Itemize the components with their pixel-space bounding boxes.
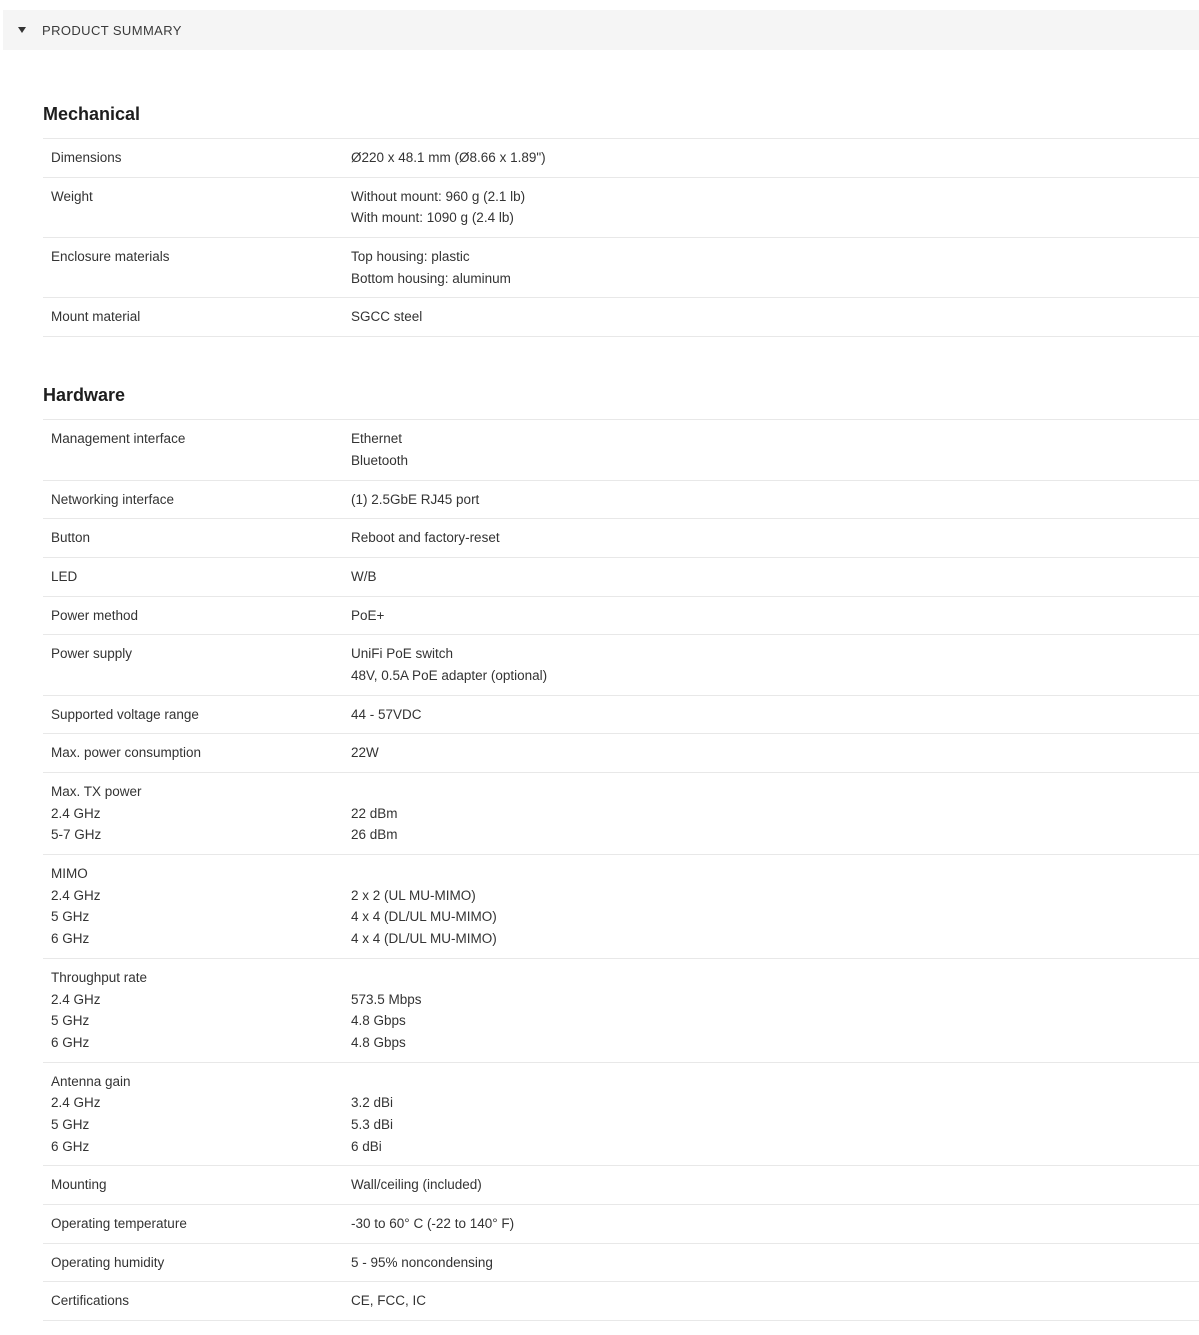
spec-value-line: 4.8 Gbps: [351, 1013, 406, 1029]
spec-value-line: 44 - 57VDC: [351, 706, 422, 722]
spec-label-line: MIMO: [51, 866, 88, 882]
spec-value: [351, 147, 1199, 169]
spec-value-line: 6 dBi: [351, 1138, 382, 1154]
spec-label: [51, 527, 351, 549]
spec-value-line: 26 dBm: [351, 827, 398, 843]
spec-row: [43, 635, 1199, 695]
spec-value-line: SGCC steel: [351, 309, 423, 325]
spec-label-line: Management interface: [51, 431, 186, 447]
spec-value-line: [351, 863, 1199, 885]
spec-label-line: Max. TX power: [51, 784, 142, 799]
spec-label-line: 5 GHz: [51, 1116, 90, 1132]
spec-label: [51, 742, 351, 764]
spec-value: [351, 1213, 1199, 1235]
spec-value-line: PoE+: [351, 607, 385, 623]
spec-value-line: Without mount: 960 g (2.1 lb): [351, 188, 526, 204]
spec-label: [51, 489, 351, 511]
spec-value: [351, 428, 1199, 471]
spec-row: [43, 298, 1199, 337]
spec-value-line: 3.2 dBi: [351, 1095, 394, 1111]
spec-label: [51, 605, 351, 627]
spec-value-line: Bluetooth: [351, 452, 409, 468]
spec-value: [351, 1252, 1199, 1274]
spec-label-line: 5 GHz: [51, 1013, 90, 1029]
spec-value: [351, 781, 1199, 846]
spec-value-line: 4 x 4 (DL/UL MU-MIMO): [351, 931, 497, 947]
section-title: Mechanical: [43, 104, 141, 124]
spec-label: [51, 1071, 351, 1158]
spec-label-line: 5-7 GHz: [51, 827, 102, 843]
spec-value-line: 2 x 2 (UL MU-MIMO): [351, 887, 476, 903]
spec-label: [51, 704, 351, 726]
spec-value-line: Ethernet: [351, 431, 403, 447]
spec-value-line: Ø220 x 48.1 mm (Ø8.66 x 1.89"): [351, 150, 546, 165]
spec-value-line: 22W: [351, 745, 379, 761]
spec-value-line: 48V, 0.5A PoE adapter (optional): [351, 667, 548, 683]
spec-label-line: 6 GHz: [51, 1034, 90, 1050]
spec-label-line: 2.4 GHz: [51, 991, 101, 1007]
spec-label-line: Enclosure materials: [51, 249, 170, 265]
spec-row: [43, 959, 1199, 1063]
spec-label-line: 6 GHz: [51, 931, 90, 947]
spec-value-line: With mount: 1090 g (2.4 lb): [351, 210, 514, 226]
spec-value-line: 573.5 Mbps: [351, 991, 422, 1007]
spec-value-line: Reboot and factory-reset: [351, 530, 500, 546]
spec-label-line: Networking interface: [51, 491, 175, 507]
spec-label-line: Supported voltage range: [51, 706, 199, 722]
spec-value: [351, 967, 1199, 1054]
spec-label: [51, 967, 351, 1054]
spec-value: [351, 742, 1199, 764]
spec-value-line: -30 to 60° C (-22 to 140° F): [351, 1216, 515, 1231]
spec-label: [51, 863, 351, 950]
product-summary-toggle[interactable]: [3, 10, 1199, 50]
spec-label-line: LED: [51, 568, 78, 584]
spec-value-line: [351, 1071, 1199, 1093]
spec-value-line: CE, FCC, IC: [351, 1293, 427, 1309]
spec-value: [351, 605, 1199, 627]
spec-value: [351, 306, 1199, 328]
spec-label: [51, 428, 351, 471]
spec-row: [43, 178, 1199, 238]
spec-value: [351, 527, 1199, 549]
spec-label-line: Button: [51, 530, 91, 546]
spec-label-line: Certifications: [51, 1293, 130, 1309]
spec-value-line: UniFi PoE switch: [351, 646, 454, 662]
caret-down-icon: [18, 27, 26, 33]
spec-row: [43, 773, 1199, 855]
spec-label: [51, 306, 351, 328]
spec-label: [51, 781, 351, 846]
spec-value-line: [351, 781, 1199, 803]
spec-value-line: 5.3 dBi: [351, 1116, 394, 1132]
spec-value: [351, 246, 1199, 289]
spec-row: [43, 238, 1199, 298]
spec-row: [43, 519, 1199, 558]
spec-row: [43, 696, 1199, 735]
spec-value-line: 4.8 Gbps: [351, 1034, 406, 1050]
spec-value: [351, 1071, 1199, 1158]
spec-value-line: 5 - 95% noncondensing: [351, 1254, 493, 1270]
spec-value: [351, 1290, 1199, 1312]
product-summary-label: PRODUCT SUMMARY: [42, 22, 182, 38]
spec-row: [43, 420, 1199, 480]
spec-row: [43, 1166, 1199, 1205]
spec-label-line: 2.4 GHz: [51, 1095, 101, 1111]
spec-label-line: Operating humidity: [51, 1254, 165, 1270]
spec-row: [43, 1244, 1199, 1283]
spec-label-line: Power supply: [51, 646, 133, 662]
spec-value: [351, 186, 1199, 229]
spec-label-line: Throughput rate: [51, 969, 148, 985]
spec-value: [351, 863, 1199, 950]
spec-row: [43, 597, 1199, 636]
spec-value-line: 4 x 4 (DL/UL MU-MIMO): [351, 909, 497, 925]
spec-label-line: Dimensions: [51, 150, 122, 165]
spec-row: [43, 1063, 1199, 1167]
spec-row: [43, 1282, 1199, 1321]
spec-value: [351, 489, 1199, 511]
spec-label: [51, 1252, 351, 1274]
spec-value-line: [351, 967, 1199, 989]
spec-label-line: Antenna gain: [51, 1073, 131, 1089]
spec-value: [351, 566, 1199, 588]
spec-label: [51, 1290, 351, 1312]
spec-label-line: 2.4 GHz: [51, 805, 101, 821]
spec-label-line: Weight: [51, 188, 93, 204]
spec-sections: [43, 96, 1199, 1321]
spec-row: [43, 734, 1199, 773]
spec-section-mechanical: [43, 96, 1199, 337]
spec-table: [43, 138, 1199, 337]
spec-value-line: Wall/ceiling (included): [351, 1177, 482, 1193]
spec-value-line: Top housing: plastic: [351, 249, 470, 265]
section-title: Hardware: [43, 385, 126, 406]
spec-value: [351, 1174, 1199, 1196]
spec-label: [51, 643, 351, 686]
spec-value: [351, 704, 1199, 726]
spec-value: [351, 643, 1199, 686]
spec-label: [51, 1174, 351, 1196]
spec-label-line: 5 GHz: [51, 909, 90, 925]
spec-label: [51, 186, 351, 229]
spec-value-line: Bottom housing: aluminum: [351, 270, 511, 286]
spec-table: [43, 419, 1199, 1321]
spec-label: [51, 246, 351, 289]
spec-value-line: (1) 2.5GbE RJ45 port: [351, 491, 480, 507]
spec-row: [43, 481, 1199, 520]
spec-label: [51, 1213, 351, 1235]
spec-value-line: W/B: [351, 568, 377, 584]
spec-row: [43, 855, 1199, 959]
spec-label-line: Mount material: [51, 309, 141, 325]
spec-row: [43, 1205, 1199, 1244]
spec-label-line: Power method: [51, 607, 139, 623]
spec-row: [43, 139, 1199, 178]
spec-label-line: Max. power consumption: [51, 745, 202, 761]
spec-section-hardware: [43, 377, 1199, 1321]
spec-value-line: 22 dBm: [351, 805, 398, 821]
spec-label-line: 6 GHz: [51, 1138, 90, 1154]
spec-label: [51, 566, 351, 588]
spec-label: [51, 147, 351, 169]
spec-label-line: Mounting: [51, 1177, 107, 1193]
spec-label-line: 2.4 GHz: [51, 887, 101, 903]
spec-row: [43, 558, 1199, 597]
spec-label-line: Operating temperature: [51, 1216, 187, 1231]
